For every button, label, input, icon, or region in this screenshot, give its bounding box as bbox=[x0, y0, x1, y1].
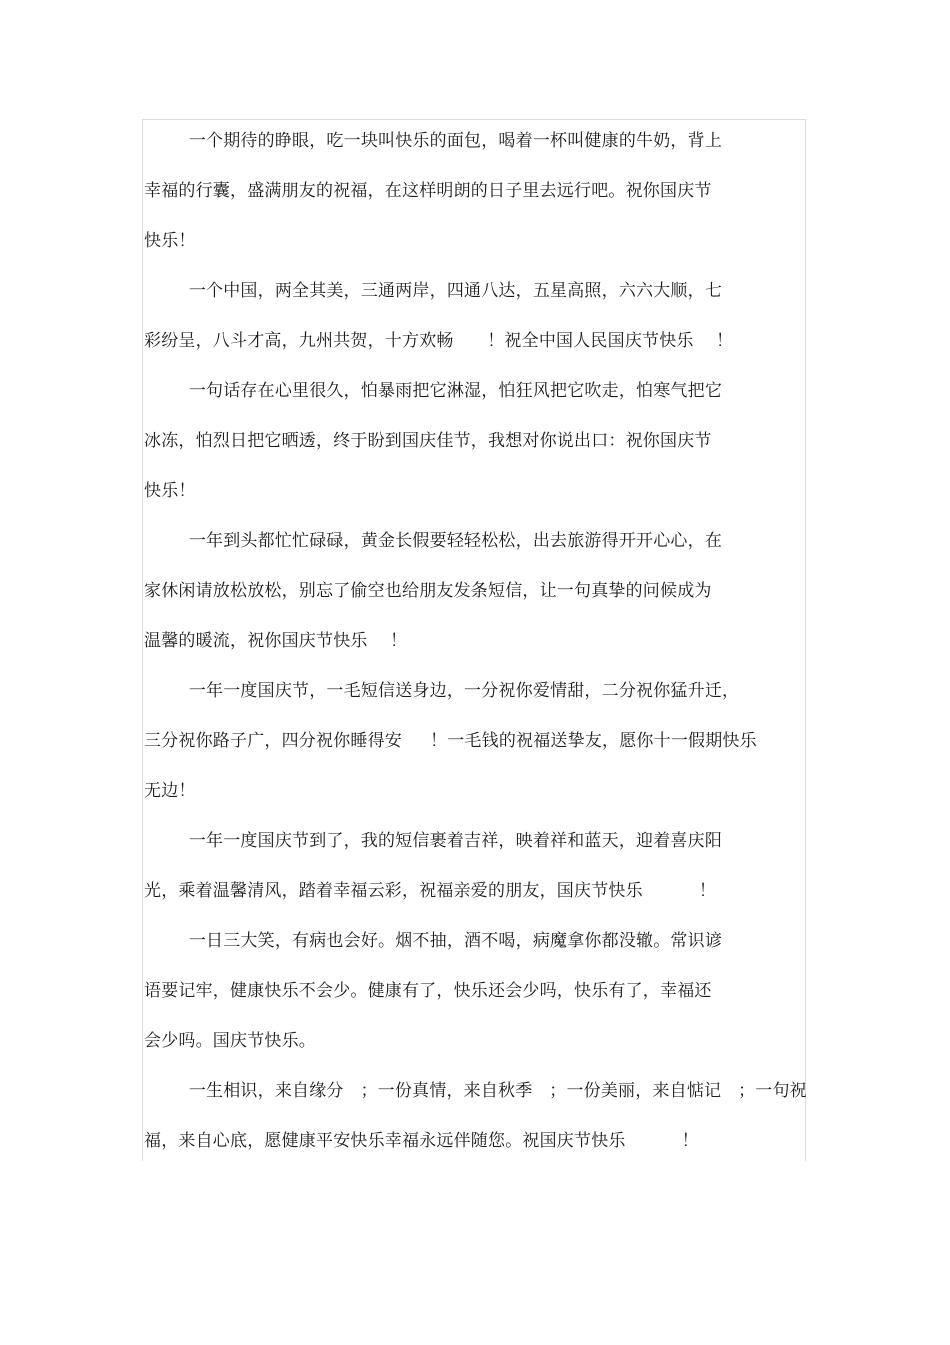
text-line: 一个期待的睁眼，吃一块叫快乐的面包，喝着一杯叫健康的牛奶，背上 bbox=[144, 131, 723, 151]
text-line: 一年到头都忙忙碌碌，黄金长假要轻轻松松，出去旅游得开开心心，在 bbox=[144, 531, 723, 551]
text-line: 家休闲请放松放松，别忘了偷空也给朋友发条短信，让一句真挚的问候成为 bbox=[144, 581, 712, 601]
text-line: 幸福的行囊，盛满朋友的祝福，在这样明朗的日子里去远行吧。祝你国庆节 bbox=[144, 181, 712, 201]
text-line: 三分祝你路子广，四分祝你睡得安 ！一毛钱的祝福送挚友，愿你十一假期快乐 bbox=[144, 731, 757, 751]
text-line: 一生相识，来自缘分 ；一份真情，来自秋季 ；一份美丽，来自惦记 ；一句祝 bbox=[144, 1081, 807, 1101]
text-line: 福，来自心底，愿健康平安快乐幸福永远伴随您。祝国庆节快乐 ！ bbox=[144, 1131, 699, 1151]
text-line: 会少吗。国庆节快乐。 bbox=[144, 1031, 316, 1051]
text-line: 彩纷呈，八斗才高，九州共贺，十方欢畅 ！祝全中国人民国庆节快乐 ！ bbox=[144, 331, 734, 351]
text-line: 一个中国，两全其美，三通两岸，四通八达，五星高照，六六大顺，七 bbox=[144, 281, 723, 301]
text-line: 一日三大笑，有病也会好。烟不抽，酒不喝，病魔拿你都没辙。常识谚 bbox=[144, 931, 723, 951]
text-line: 快乐！ bbox=[144, 231, 196, 251]
text-line: 冰冻，怕烈日把它晒透，终于盼到国庆佳节，我想对你说出口：祝你国庆节 bbox=[144, 431, 712, 451]
text-line: 温馨的暖流，祝你国庆节快乐 ！ bbox=[144, 631, 408, 651]
text-line: 一年一度国庆节到了，我的短信裹着吉祥，映着祥和蓝天，迎着喜庆阳 bbox=[144, 831, 723, 851]
text-line: 无边！ bbox=[144, 781, 196, 801]
text-line: 语要记牢，健康快乐不会少。健康有了，快乐还会少吗，快乐有了，幸福还 bbox=[144, 981, 712, 1001]
text-line: 快乐！ bbox=[144, 481, 196, 501]
text-line: 一年一度国庆节，一毛短信送身边，一分祝你爱情甜，二分祝你猛升迁， bbox=[144, 681, 740, 701]
text-line: 光，乘着温馨清风，踏着幸福云彩，祝福亲爱的朋友，国庆节快乐 ！ bbox=[144, 881, 717, 901]
text-line: 一句话存在心里很久，怕暴雨把它淋湿，怕狂风把它吹走，怕寒气把它 bbox=[144, 381, 723, 401]
